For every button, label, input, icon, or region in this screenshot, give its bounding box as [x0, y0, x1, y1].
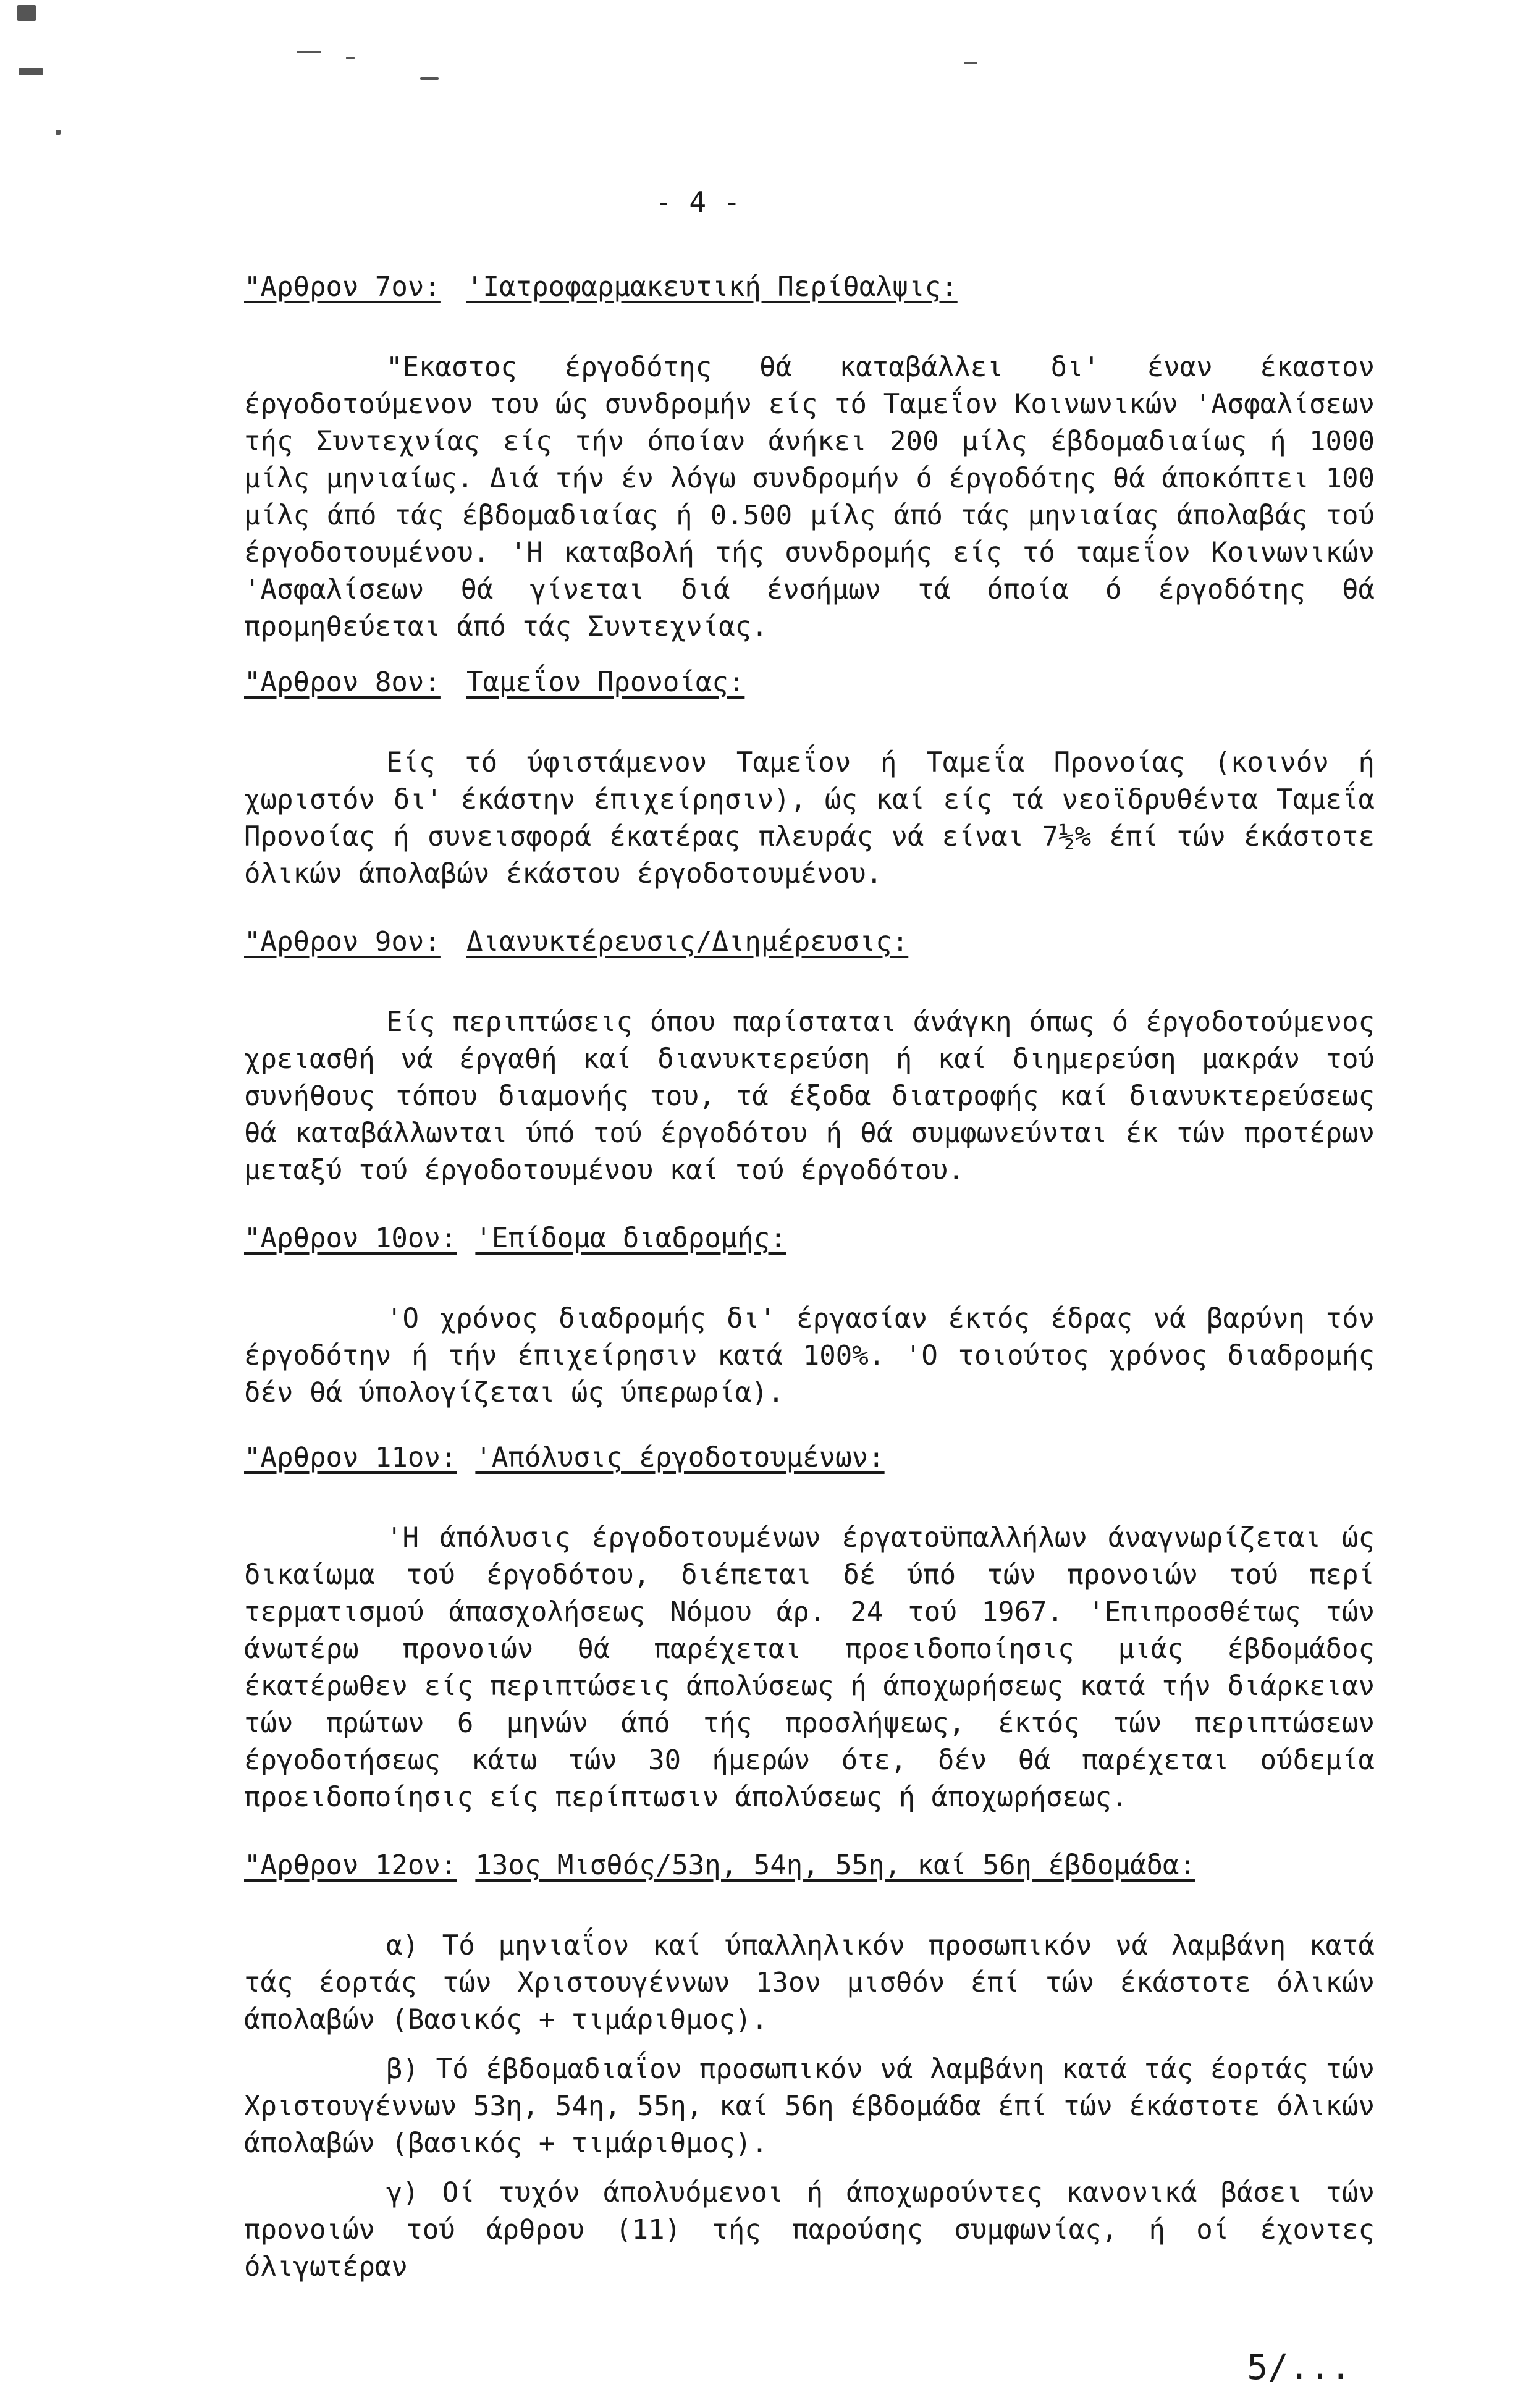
article-label: "Αρθρον 10ον: [244, 1223, 457, 1254]
scan-mark [19, 68, 43, 75]
article-title: Ταμεΐον Προνοίας: [466, 667, 745, 698]
scan-mark [964, 62, 977, 64]
article-paragraph: 'Η άπόλυσις έργοδοτουμένων έργατοϋπαλλήλων άναγνωρίζεται ώς δικαίωμα τού έργοδότου, διέπεται δέ ύπό τών προνοιών τού περί τερματισμού άπασχολήσεως Νόμου άρ. 24 τού 1967. 'Επιπροσθέτως τών άνωτέρω προνοιών θά παρέχεται προειδοποίησις μιάς έβδομάδος έκατέρωθεν είς περιπτώσεις άπολύσεως ή άποχωρήσεως κατά τήν διάρκειαν τών πρώτων 6 μηνών άπό τής προσλήψεως, έκτός τών περιπτώσεων έργοδοτήσεως κάτω τών 30 ήμερών ότε, δέν θά παρέχεται ούδεμία προειδοποίησις είς περίπτωσιν άπολύσεως ή άποχωρήσεως. [244, 1522, 1375, 1813]
article-paragraph: γ) Οί τυχόν άπολυόμενοι ή άποχωρούντες κανονικά βάσει τών προνοιών τού άρθρου (11) τής παρούσης συμφωνίας, ή οί έχοντες όλιγωτέραν [244, 2177, 1375, 2283]
article-12 [244, 1847, 1375, 2298]
article-paragraph: Είς τό ύφιστάμενον Ταμεΐον ή Ταμεΐα Προνοίας (κοινόν ή χωριστόν δι' έκάστην έπιχείρησιν), ώς καί είς τά νεοϊδρυθέντα Ταμεΐα Προνοίας ή συνεισφορά έκατέρας πλευράς νά είναι 7½% έπί τών έκάστοτε όλικών άπολαβών έκάστου έργοδοτουμένου. [244, 747, 1375, 890]
scan-mark [297, 51, 321, 53]
article-heading [244, 664, 1375, 701]
article-paragraph: Είς περιπτώσεις όπου παρίσταται άνάγκη όπως ό έργοδοτούμενος χρειασθή νά έργαθή καί διανυκτερεύση ή καί διημερεύση μακράν τού συνήθους τόπου διαμονής του, τά έξοδα διατροφής καί διανυκτερεύσεως θά καταβάλλωνται ύπό τού έργοδότου ή θά συμφωνεύνται έκ τών προτέρων μεταξύ τού έργοδοτουμένου καί τού έργοδότου. [244, 1006, 1375, 1186]
article-7 [244, 269, 1375, 658]
article-9 [244, 924, 1375, 1202]
article-paragraph: α) Τό μηνιαΐον καί ύπαλληλικόν προσωπικόν νά λαμβάνη κατά τάς έορτάς τών Χριστουγέννων 13ον μισθόν έπί τών έκάστοτε όλικών άπολαβών (Βασικός + τιμάριθμος). [244, 1930, 1375, 2035]
article-11 [244, 1439, 1375, 1829]
article-heading [244, 1220, 1375, 1257]
article-heading [244, 1847, 1375, 1884]
article-paragraph: 'Ο χρόνος διαδρομής δι' έργασίαν έκτός έδρας νά βαρύνη τόν έργοδότην ή τήν έπιχείρησιν κατά 100%. 'Ο τοιούτος χρόνος διαδρομής δέν θά ύπολογίζεται ώς ύπερωρία). [244, 1303, 1375, 1408]
scan-mark [56, 130, 61, 135]
continuation-marker: 5/... [1247, 2347, 1351, 2388]
article-label: "Αρθρον 11ον: [244, 1442, 457, 1473]
scan-mark [346, 57, 355, 59]
scan-mark [420, 77, 439, 80]
article-title: 'Απόλυσις έργοδοτουμένων: [475, 1442, 885, 1473]
article-title: Διανυκτέρευσις/Διημέρευσις: [466, 926, 909, 958]
article-title: 13ος Μισθός/53η, 54η, 55η, καί 56η έβδομάδα: [475, 1850, 1195, 1881]
article-title: 'Ιατροφαρμακευτική Περίθαλψις: [466, 271, 958, 303]
article-10 [244, 1220, 1375, 1424]
article-label: "Αρθρον 7ον: [244, 271, 441, 303]
article-label: "Αρθρον 8ον: [244, 667, 441, 698]
article-paragraph: β) Τό έβδομαδιαΐον προσωπικόν νά λαμβάνη κατά τάς έορτάς τών Χριστουγέννων 53η, 54η, 55η, καί 56η έβδομάδα έπί τών έκάστοτε όλικών άπολαβών (βασικός + τιμάριθμος). [244, 2053, 1375, 2159]
page-number: - 4 - [655, 185, 741, 219]
article-title: 'Επίδομα διαδρομής: [475, 1223, 786, 1254]
article-heading [244, 924, 1375, 961]
article-label: "Αρθρον 12ον: [244, 1850, 457, 1881]
article-heading [244, 1439, 1375, 1476]
article-paragraph: "Εκαστος έργοδότης θά καταβάλλει δι' έναν έκαστον έργοδοτούμενον του ώς συνδρομήν είς τό Ταμεΐον Κοινωνικών 'Ασφαλίσεων τής Συντεχνίας είς τήν όποίαν άνήκει 200 μίλς έβδομαδιαίως ή 1000 μίλς μηνιαίως. Διά τήν έν λόγω συνδρομήν ό έργοδότης θά άποκόπτει 100 μίλς άπό τάς έβδομαδιαίας ή 0.500 μίλς άπό τάς μηνιαίας άπολαβάς τού έργοδοτουμένου. 'Η καταβολή τής συνδρομής είς τό ταμεΐον Κοινωνικών 'Ασφαλίσεων θά γίνεται διά ένσήμων τά όποία ό έργοδότης θά προμηθεύεται άπό τάς Συντεχνίας. [244, 352, 1375, 642]
scan-mark [17, 5, 36, 21]
article-heading [244, 269, 1375, 306]
article-8 [244, 664, 1375, 905]
article-label: "Αρθρον 9ον: [244, 926, 441, 958]
